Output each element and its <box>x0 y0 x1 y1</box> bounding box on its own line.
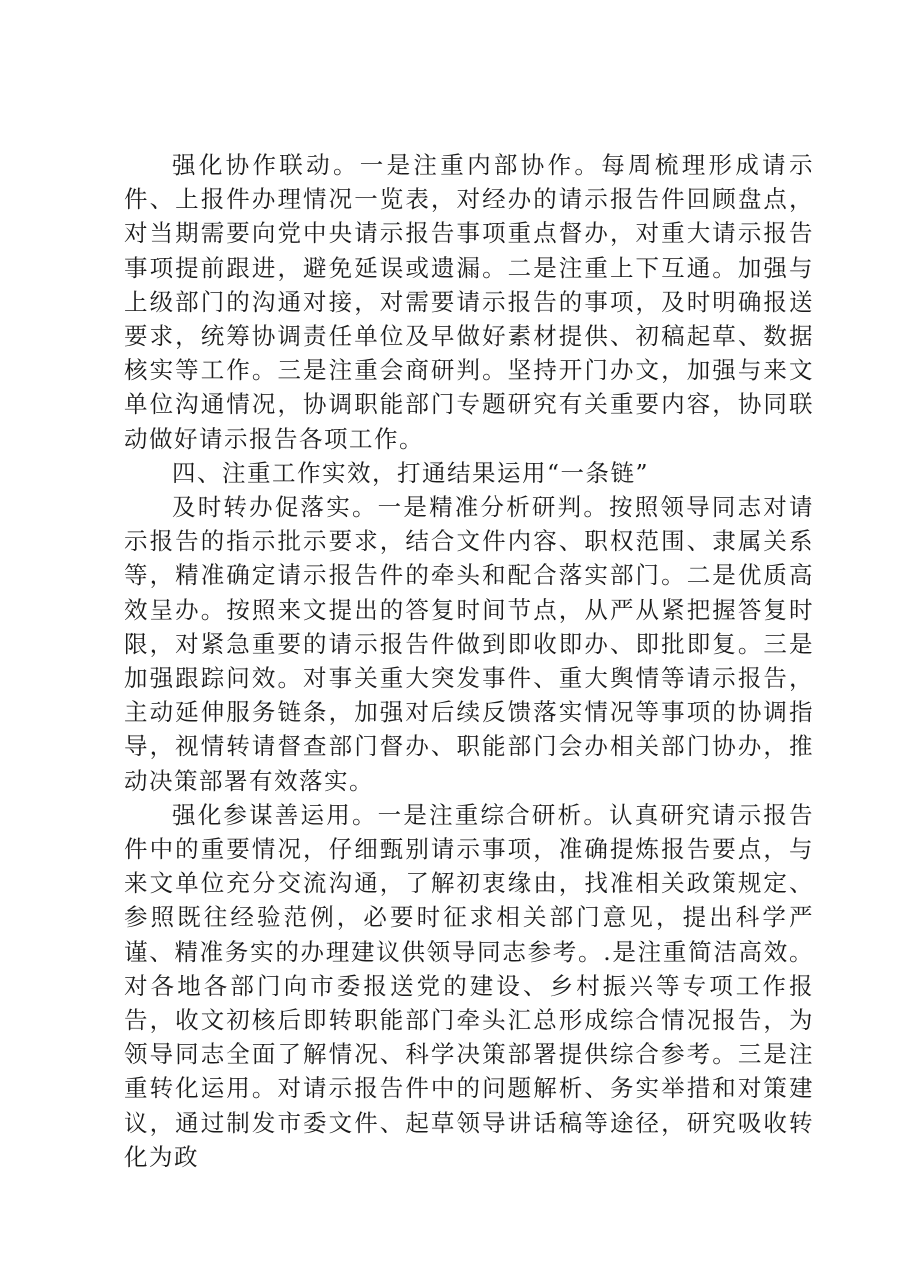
document-body <box>124 148 814 1174</box>
section-heading-four: 四、注重工作实效，打通结果运用“一条链” <box>172 458 650 487</box>
paragraph-timely-transfer: 及时转办促落实。一是精准分析研判。按照领导同志对请示报告的指示批示要求，结合文件内容、职权范围、隶属关系等，精准确定请示报告件的牵头和配合落实部门。二是优质高效呈办。按照来文提出的答复时间节点，从严从紧把握答复时限，对紧急重要的请示报告件做到即收即办、即批即复。三是加强跟踪问效。对事关重大突发事件、重大舆情等请示报告，主动延伸服务链条，加强对后续反馈落实情况等事项的协调指导，视情转请督查部门督办、职能部门会办相关部门协办，推动决策部署有效落实。 <box>124 493 814 795</box>
paragraph-collaboration: 强化协作联动。一是注重内部协作。每周梳理形成请示件、上报件办理情况一览表，对经办的请示报告件回顾盘点，对当期需要向党中央请示报告事项重点督办，对重大请示报告事项提前跟进，避免延误或遗漏。二是注重上下互通。加强与上级部门的沟通对接，对需要请示报告的事项，及时明确报送要求，统筹协调责任单位及早做好素材提供、初稿起草、数据核实等工作。三是注重会商研判。坚持开门办文，加强与来文单位沟通情况，协调职能部门专题研究有关重要内容，协同联动做好请示报告各项工作。 <box>124 151 814 453</box>
paragraph-advisory-use: 强化参谋善运用。一是注重综合研析。认真研究请示报告件中的重要情况，仔细甄别请示事项，准确提炼报告要点，与来文单位充分交流沟通，了解初衷缘由，找准相关政策规定、参照既往经验范例，必要时征求相关部门意见，提出科学严谨、精准务实的办理建议供领导同志参考。.是注重简洁高效。对各地各部门向市委报送党的建设、乡村振兴等专项工作报告，收文初核后即转职能部门牵头汇总形成综合情况报告，为领导同志全面了解情况、科学决策部署提供综合参考。三是注重转化运用。对请示报告件中的问题解析、务实举措和对策建议，通过制发市委文件、起草领导讲话稿等途径，研究吸收转化为政 <box>124 800 814 1171</box>
